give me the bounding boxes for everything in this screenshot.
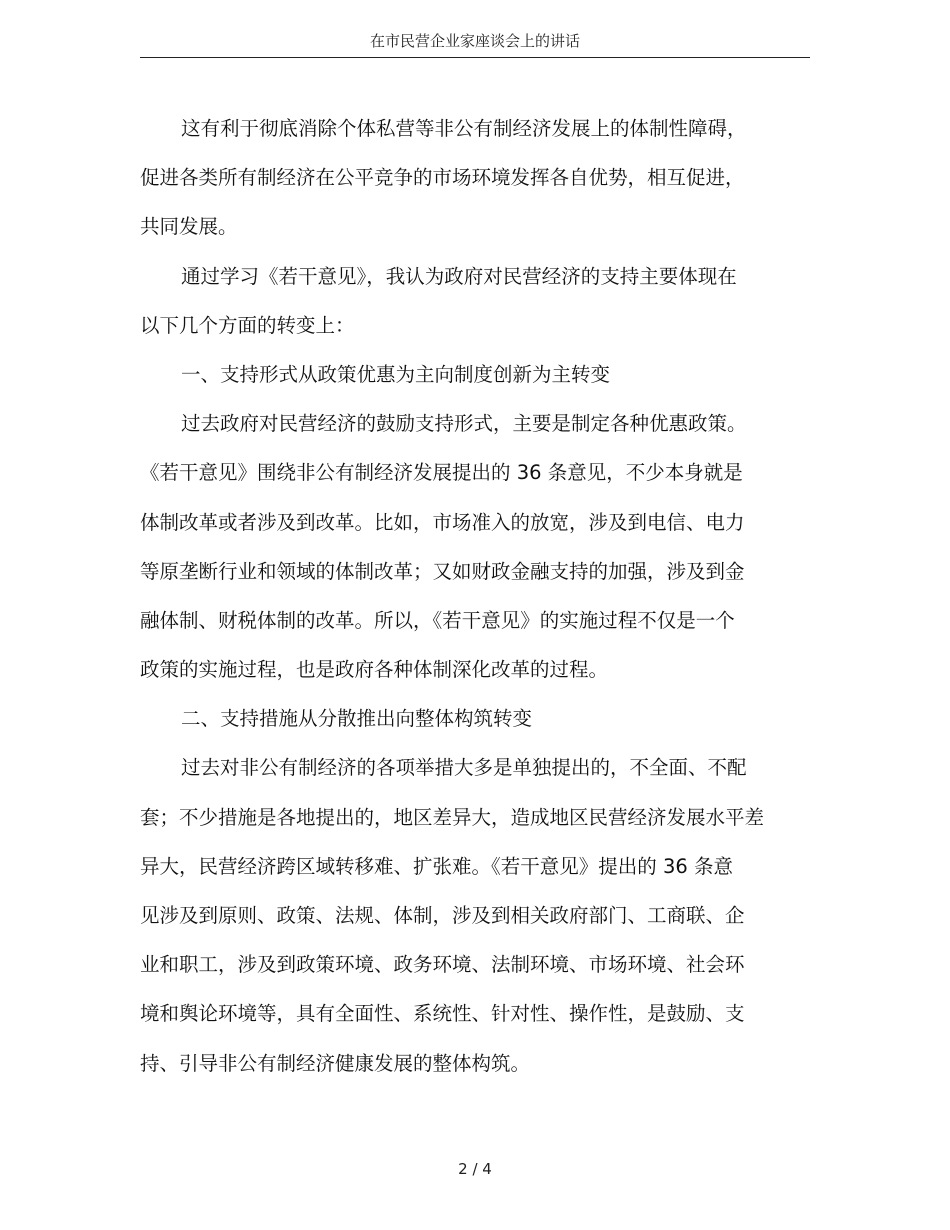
text-line-2: 促进各类所有制经济在公平竞争的市场环境发挥各自优势，相互促进， bbox=[140, 166, 745, 190]
text-line-15: 套；不少措施是各地提出的，地区差异大，造成地区民营经济发展水平差 bbox=[140, 805, 765, 829]
text-line-3: 共同发展。 bbox=[140, 215, 238, 239]
header-title: 在市民营企业家座谈会上的讲话 bbox=[369, 32, 580, 50]
text-line-17: 见涉及到原则、政策、法规、体制，涉及到相关政府部门、工商联、企 bbox=[140, 904, 745, 927]
text-line-1: 这有利于彻底消除个体私营等非公有制经济发展上的体制性障碍， bbox=[181, 117, 747, 140]
page-number: 2 / 4 bbox=[458, 1160, 492, 1178]
text-line-11: 融体制、财税体制的改革。所以，《若干意见》的实施过程不仅是一个 bbox=[140, 608, 735, 632]
section-heading-1: 一、支持形式从政策优惠为主向制度创新为主转变 bbox=[181, 362, 611, 386]
text-line-12: 政策的实施过程，也是政府各种体制深化改革的过程。 bbox=[140, 658, 609, 682]
text-line-18: 业和职工，涉及到政策环境、政务环境、法制环境、市场环境、社会环 bbox=[140, 953, 745, 977]
text-line-19: 境和舆论环境等，具有全面性、系统性、针对性、操作性，是鼓励、支 bbox=[140, 1002, 745, 1026]
text-line-9: 体制改革或者涉及到改革。比如，市场准入的放宽，涉及到电信、电力 bbox=[140, 510, 745, 534]
page-footer bbox=[0, 1158, 950, 1180]
text-line-14: 过去对非公有制经济的各项举措大多是单独提出的，不全面、不配 bbox=[181, 756, 747, 780]
text-line-10: 等原垄断行业和领域的体制改革；又如财政金融支持的加强，涉及到金 bbox=[140, 559, 745, 583]
text-line-4: 通过学习《若干意见》，我认为政府对民营经济的支持主要体现在 bbox=[181, 264, 737, 288]
text-line-5: 以下几个方面的转变上： bbox=[140, 313, 355, 337]
page-header bbox=[140, 30, 810, 58]
text-line-8: 《若干意见》围绕非公有制经济发展提出的 36 条意见，不少本身就是 bbox=[140, 461, 743, 485]
text-line-20: 持、引导非公有制经济健康发展的整体构筑。 bbox=[140, 1051, 531, 1075]
text-line-16: 异大，民营经济跨区域转移难、扩张难。《若干意见》提出的 36 条意 bbox=[140, 854, 733, 878]
document-body bbox=[140, 109, 810, 1093]
text-line-7: 过去政府对民营经济的鼓励支持形式，主要是制定各种优惠政策。 bbox=[181, 412, 747, 436]
section-heading-2: 二、支持措施从分散推出向整体构筑转变 bbox=[181, 707, 533, 731]
